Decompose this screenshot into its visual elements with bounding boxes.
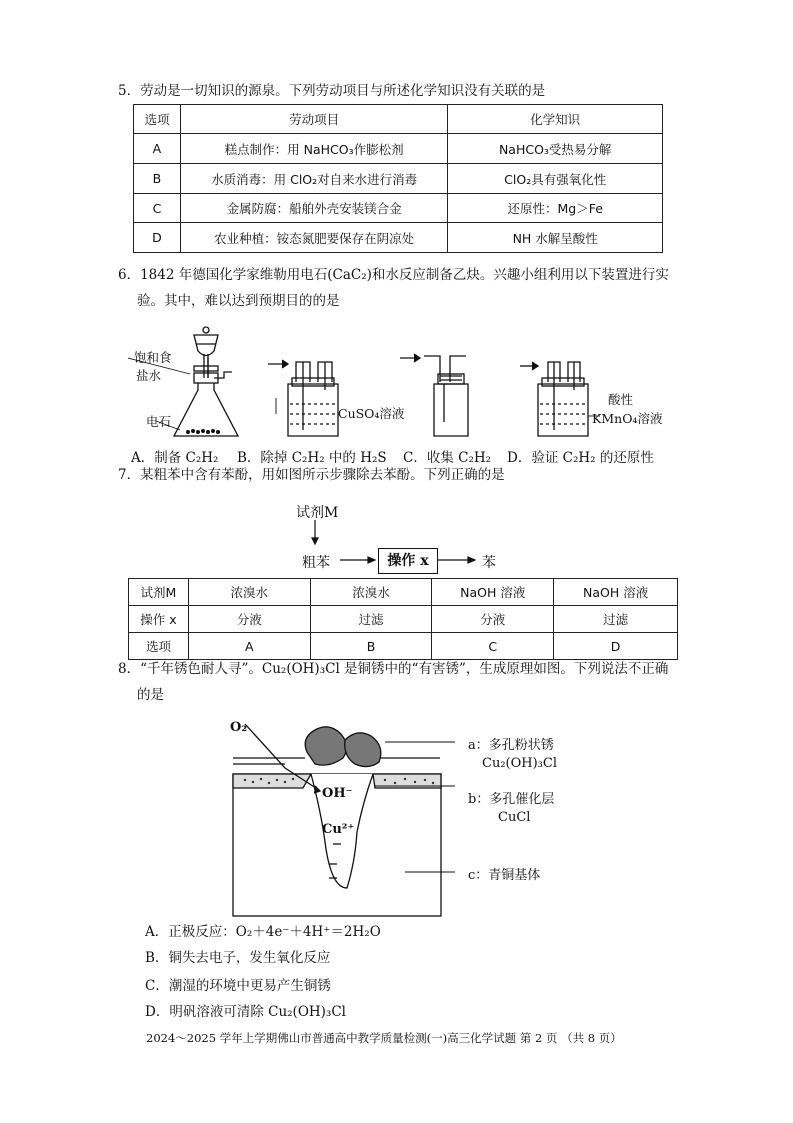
label-b-formula: CuCl bbox=[498, 810, 531, 825]
flow-benzene: 苯 bbox=[482, 555, 496, 571]
table-cell: 试剂M bbox=[129, 579, 189, 606]
table-cell: 操作 x bbox=[129, 606, 189, 633]
table-cell: 金属防腐：船舶外壳安装镁合金 bbox=[180, 194, 447, 223]
label-o2: O₂ bbox=[230, 720, 248, 735]
label-calcium-carbide: 电石 bbox=[146, 414, 172, 429]
table-cell: D bbox=[554, 633, 678, 660]
label-a-porous-rust: a：多孔粉状锈 bbox=[468, 738, 554, 753]
q8-stem-line1: 8．“千年锈色耐人寻”。Cu₂(OH)₃Cl 是铜锈中的“有害锈”，生成原理如图。下列说法不正确 bbox=[118, 661, 669, 677]
label-saturated-brine-2: 盐水 bbox=[136, 368, 162, 383]
table-row bbox=[129, 579, 678, 606]
table-cell: 选项 bbox=[129, 633, 189, 660]
label-kmno4-solution: KMnO₄溶液 bbox=[592, 411, 663, 426]
q8-corrosion-diagram bbox=[225, 712, 455, 922]
apparatus-c-collecting-bottle bbox=[400, 354, 468, 436]
label-b-catalytic-layer: b：多孔催化层 bbox=[468, 792, 555, 807]
label-cu2plus: Cu²⁺ bbox=[322, 822, 355, 837]
table-cell: 浓溴水 bbox=[310, 579, 432, 606]
table-cell: 过滤 bbox=[554, 606, 678, 633]
q6-option-b: B．除掉 C₂H₂ 中的 H₂S bbox=[237, 450, 387, 466]
table-cell: 农业种植：铵态氮肥要保存在阴凉处 bbox=[180, 223, 447, 253]
table-cell: 浓溴水 bbox=[188, 579, 310, 606]
table-cell: C bbox=[432, 633, 554, 660]
table-cell: A bbox=[134, 134, 181, 164]
label-a-formula: Cu₂(OH)₃Cl bbox=[482, 756, 557, 771]
q7-stem: 7．某粗苯中含有苯酚，用如图所示步骤除去苯酚。下列正确的是 bbox=[118, 467, 505, 483]
apparatus-d-oxidation-bottle bbox=[520, 362, 600, 436]
table-cell: D bbox=[134, 223, 181, 253]
table-cell: B bbox=[310, 633, 432, 660]
table-cell: NaOH 溶液 bbox=[554, 579, 678, 606]
q6-option-a: A．制备 C₂H₂ bbox=[131, 450, 219, 466]
table-cell: NaHCO₃受热易分解 bbox=[448, 134, 663, 164]
table-row bbox=[134, 194, 663, 223]
table-cell: 还原性：Mg＞Fe bbox=[448, 194, 663, 223]
table-row bbox=[134, 164, 663, 194]
q8-option-a: A．正极反应：O₂＋4e⁻＋4H⁺＝2H₂O bbox=[145, 924, 381, 940]
q8-option-c: C．潮湿的环境中更易产生铜锈 bbox=[145, 978, 331, 994]
label-saturated-brine-1: 饱和食 bbox=[134, 350, 172, 365]
q7-table bbox=[128, 578, 678, 660]
apparatus-b-washing-bottle bbox=[268, 360, 338, 436]
label-acidic: 酸性 bbox=[608, 392, 634, 407]
table-row bbox=[134, 134, 663, 164]
table-cell: 糕点制作：用 NaHCO₃作膨松剂 bbox=[180, 134, 447, 164]
table-row bbox=[129, 633, 678, 660]
q6-option-c: C．收集 C₂H₂ bbox=[403, 450, 492, 466]
table-cell: 分液 bbox=[432, 606, 554, 633]
header-cell: 选项 bbox=[134, 105, 181, 134]
label-oh-minus: OH⁻ bbox=[322, 786, 353, 801]
table-cell: ClO₂具有强氧化性 bbox=[448, 164, 663, 194]
table-cell: 分液 bbox=[188, 606, 310, 633]
table-cell: C bbox=[134, 194, 181, 223]
q6-stem-line1: 6．1842 年德国化学家维勒用电石(CaC₂)和水反应制备乙炔。兴趣小组利用以下装置进行实 bbox=[118, 267, 669, 283]
table-cell: NH 水解呈酸性 bbox=[448, 223, 663, 253]
q8-stem-line2: 的是 bbox=[137, 687, 164, 703]
porous-rust-a bbox=[305, 727, 346, 765]
table-cell: 水质消毒：用 ClO₂对自来水进行消毒 bbox=[180, 164, 447, 194]
flow-reagent-m: 试剂M bbox=[296, 505, 339, 521]
table-cell: 过滤 bbox=[310, 606, 432, 633]
q8-option-d: D．明矾溶液可清除 Cu₂(OH)₃Cl bbox=[145, 1004, 346, 1020]
table-cell: B bbox=[134, 164, 181, 194]
q5-table bbox=[133, 104, 663, 253]
table-row bbox=[134, 223, 663, 253]
table-cell: A bbox=[188, 633, 310, 660]
label-c-bronze-substrate: c：青铜基体 bbox=[468, 868, 541, 883]
table-row bbox=[129, 606, 678, 633]
table-header-row bbox=[134, 105, 663, 134]
q6-option-d: D．验证 C₂H₂ 的还原性 bbox=[507, 450, 654, 466]
q5-stem: 5．劳动是一切知识的源泉。下列劳动项目与所述化学知识没有关联的是 bbox=[118, 83, 546, 99]
q6-stem-line2: 验。其中，难以达到预期目的的是 bbox=[137, 293, 340, 309]
flow-operation-box: 操作 x bbox=[378, 548, 438, 574]
header-cell: 劳动项目 bbox=[180, 105, 447, 134]
header-cell: 化学知识 bbox=[448, 105, 663, 134]
label-cuso4-solution: CuSO₄溶液 bbox=[338, 406, 405, 421]
q8-option-b: B．铜失去电子，发生氧化反应 bbox=[145, 950, 331, 966]
page-footer: 2024～2025 学年上学期佛山市普通高中教学质量检测(一)高三化学试题 第 2 页 （共 8 页） bbox=[146, 1031, 622, 1045]
flow-crude-benzene: 粗苯 bbox=[302, 555, 330, 571]
table-cell: NaOH 溶液 bbox=[432, 579, 554, 606]
